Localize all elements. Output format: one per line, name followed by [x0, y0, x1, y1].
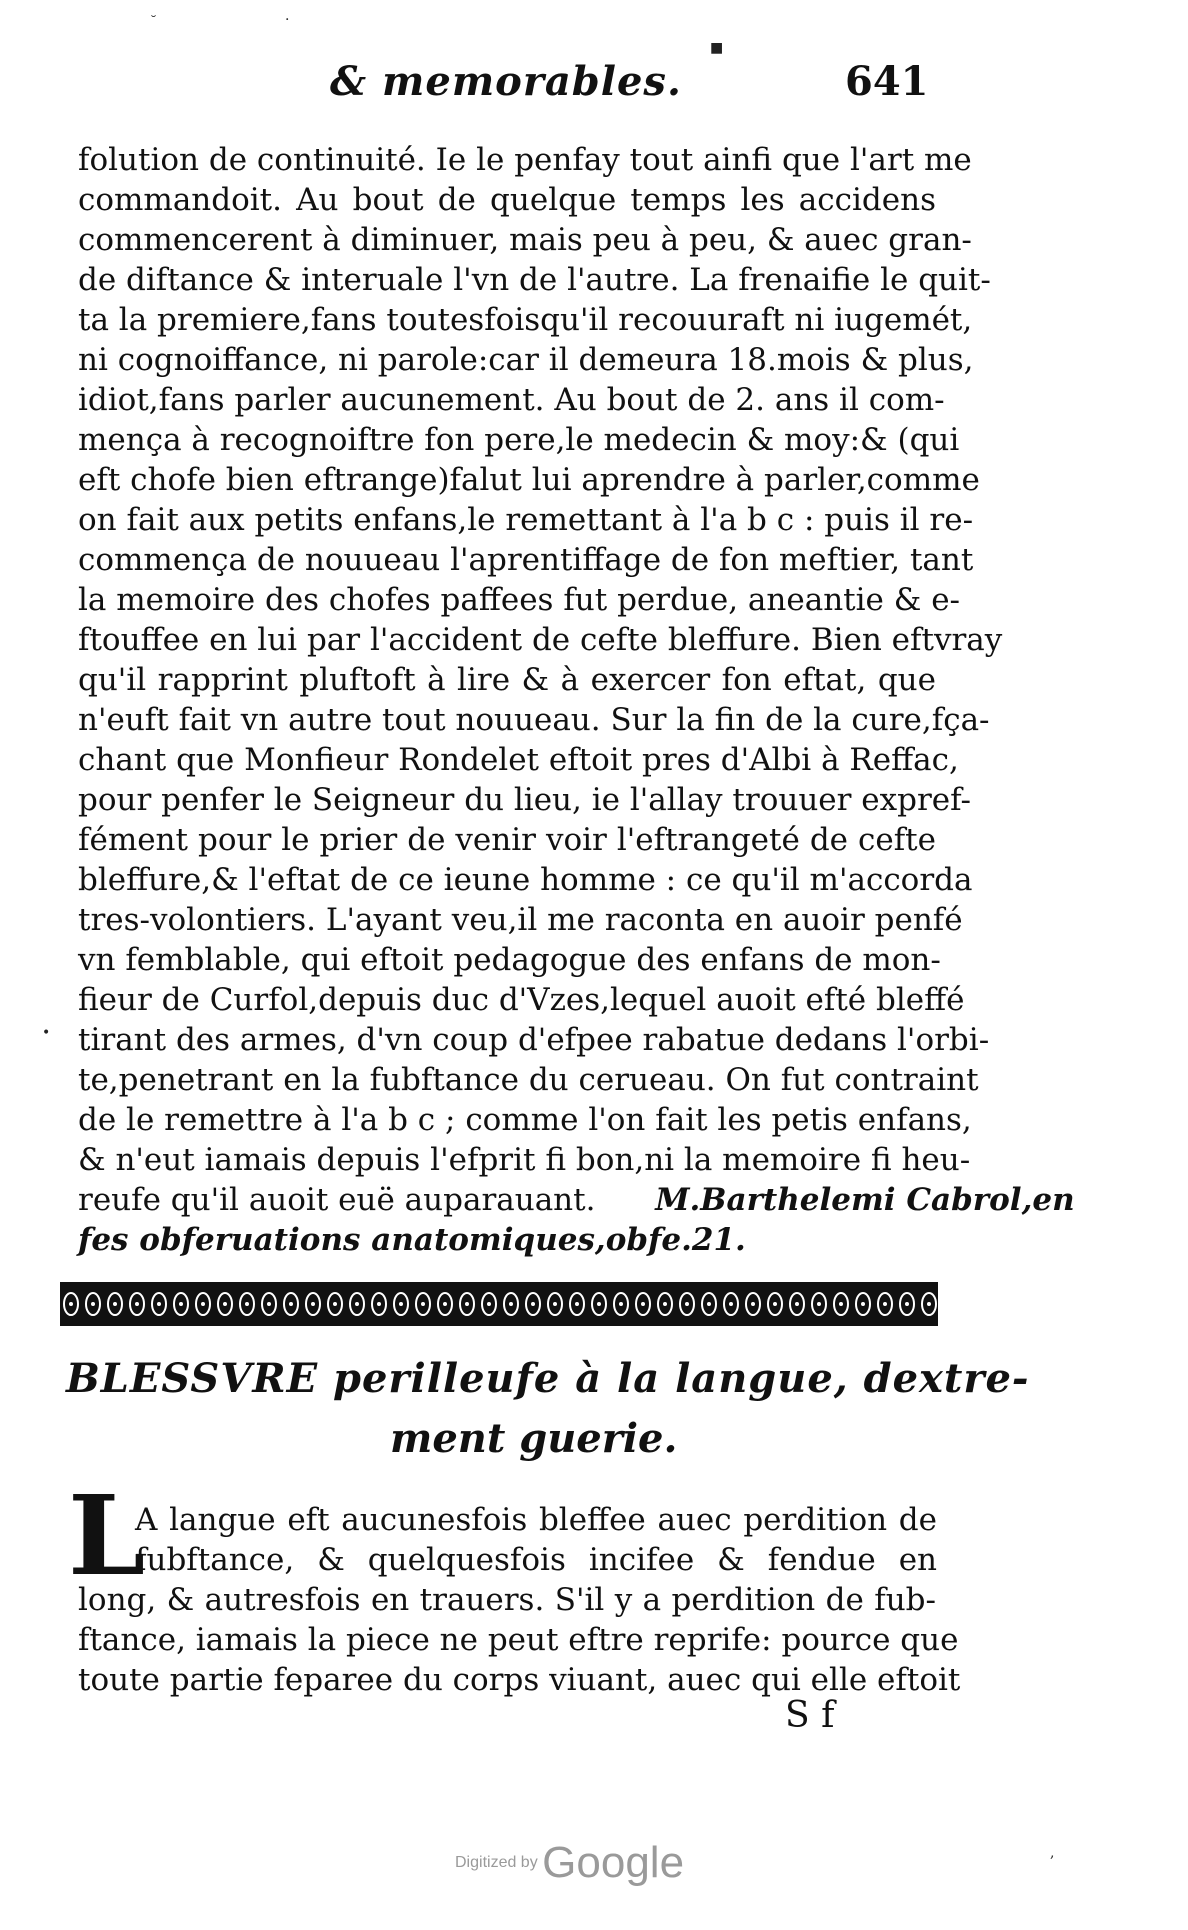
- section-title-line-2: ment guerie.: [390, 1415, 678, 1462]
- paragraph-1-line: te,penetrant en la fubftance du cerueau. On fut contraint: [78, 1062, 979, 1098]
- ornament-dot: [465, 1302, 469, 1306]
- citation-author: M.Barthelemi Cabrol,en: [655, 1182, 1075, 1218]
- paragraph-1-line: de le remettre à l'a b c ; comme l'on fait les petis enfans,: [78, 1102, 972, 1138]
- page-number: 641: [845, 58, 929, 105]
- ornament-dot: [333, 1302, 337, 1306]
- paragraph-1-line: pour penfer le Seigneur du lieu, ie l'allay trouuer expref-: [78, 782, 971, 818]
- ornament-dot: [729, 1302, 733, 1306]
- drop-cap: L: [68, 1471, 146, 1600]
- ornament-dot: [487, 1302, 491, 1306]
- paragraph-2-line-5: toute partie feparee du corps viuant, auec qui elle eftoit: [78, 1662, 961, 1698]
- ornament-dot: [751, 1302, 755, 1306]
- paragraph-1-line: idiot,fans parler aucunement. Au bout de 2. ans il com-: [78, 382, 945, 418]
- paragraph-1-line: folution de continuité. Ie le penfay tout ainfi que l'art me: [78, 142, 972, 178]
- ornament-dot: [223, 1302, 227, 1306]
- ornament-dot: [113, 1302, 117, 1306]
- paragraph-1-line: commença de nouueau l'aprentiffage de fon meftier, tant: [78, 542, 974, 578]
- paragraph-1-line: tres-volontiers. L'ayant veu,il me raconta en auoir penfé: [78, 902, 963, 938]
- paragraph-1-line: commandoit. Au bout de quelque temps les accidens: [78, 182, 936, 218]
- paragraph-1-closing-line: [78, 1180, 1075, 1220]
- scan-speck: ˘: [150, 14, 157, 30]
- paragraph-1-line: ftouffee en lui par l'accident de cefte bleffure. Bien eftvray: [78, 622, 1003, 658]
- section-title-line-1: BLESSVRE perilleufe à la langue, dextre-: [66, 1355, 1030, 1402]
- ornament-dot: [69, 1302, 73, 1306]
- ornament-dot: [641, 1302, 645, 1306]
- ornament-dot: [795, 1302, 799, 1306]
- scan-speck: ,: [1050, 1845, 1055, 1861]
- ornament-dot: [575, 1302, 579, 1306]
- ornament-dot: [927, 1302, 931, 1306]
- ornament-dot: [267, 1302, 271, 1306]
- scan-speck: •: [42, 1025, 51, 1041]
- ornament-dot: [597, 1302, 601, 1306]
- ornament-dot: [157, 1302, 161, 1306]
- ornament-dot: [179, 1302, 183, 1306]
- paragraph-2-line-3: long, & autresfois en trauers. S'il y a perdition de fub-: [78, 1582, 936, 1618]
- google-logo: Google: [542, 1838, 685, 1887]
- scan-speck: ·: [285, 12, 290, 28]
- paragraph-1-line: ni cognoiffance, ni parole:car il demeura 18.mois & plus,: [78, 342, 974, 378]
- paragraph-1-line: de diftance & interuale l'vn de l'autre. La frenaifie le quit-: [78, 262, 991, 298]
- ornament-dot: [553, 1302, 557, 1306]
- ornament-dot: [839, 1302, 843, 1306]
- paragraph-1-line: commencerent à diminuer, mais peu à peu, & auec gran-: [78, 222, 972, 258]
- ornament-dot: [399, 1302, 403, 1306]
- ornament-dot: [377, 1302, 381, 1306]
- paragraph-1-line: eft chofe bien eftrange)falut lui aprendre à parler,comme: [78, 462, 980, 498]
- scan-speck: ■: [710, 40, 724, 56]
- ornament-dot: [355, 1302, 359, 1306]
- paragraph-1-line: on fait aux petits enfans,le remettant à l'a b c : puis il re-: [78, 502, 974, 538]
- paragraph-1-line: & n'eut iamais depuis l'efprit fi bon,ni la memoire fi heu-: [78, 1142, 971, 1178]
- digitized-footer: [455, 1838, 684, 1888]
- running-head: & memorables.: [330, 58, 682, 105]
- ornamental-band: [60, 1282, 938, 1326]
- ornament-dot: [905, 1302, 909, 1306]
- paragraph-1-line: qu'il rapprint pluftoft à lire & à exercer fon eftat, que: [78, 662, 936, 698]
- paragraph-1-line: la memoire des chofes paffees fut perdue, aneantie & e-: [78, 582, 961, 618]
- paragraph-1-line: fément pour le prier de venir voir l'eftrangeté de cefte: [78, 822, 936, 858]
- ornament-dot: [245, 1302, 249, 1306]
- ornament-dot: [289, 1302, 293, 1306]
- ornament-dot: [91, 1302, 95, 1306]
- signature-mark: S f: [785, 1695, 835, 1736]
- ornament-dot: [443, 1302, 447, 1306]
- ornament-dot: [685, 1302, 689, 1306]
- ornament-dot: [883, 1302, 887, 1306]
- ornament-dot: [773, 1302, 777, 1306]
- paragraph-2-line-2: fubftance, & quelquesfois incifee & fendue en: [135, 1542, 937, 1578]
- ornament-dot: [861, 1302, 865, 1306]
- paragraph-1-line: mença à recognoiftre fon pere,le medecin & moy:& (qui: [78, 422, 960, 458]
- ornament-dot: [201, 1302, 205, 1306]
- closing-text: reufe qu'il auoit euë auparauant.: [78, 1182, 596, 1218]
- citation-source: fes obferuations anatomiques,obfe.21.: [78, 1222, 746, 1258]
- paragraph-1-line: n'euft fait vn autre tout nouueau. Sur la fin de la cure,fça-: [78, 702, 990, 738]
- ornament-dot: [311, 1302, 315, 1306]
- paragraph-1-line: vn femblable, qui eftoit pedagogue des enfans de mon-: [78, 942, 941, 978]
- paragraph-2-line-1: A langue eft aucunesfois bleffee auec perdition de: [135, 1502, 937, 1538]
- paragraph-1-line: tirant des armes, d'vn coup d'efpee rabatue dedans l'orbi-: [78, 1022, 990, 1058]
- paragraph-1-line: fieur de Curfol,depuis duc d'Vzes,lequel auoit efté bleffé: [78, 982, 965, 1018]
- digitized-by-label: Digitized by: [455, 1854, 538, 1871]
- ornament-dot: [707, 1302, 711, 1306]
- paragraph-1-line: ta la premiere,fans toutesfoisqu'il recouuraft ni iugemét,: [78, 302, 973, 338]
- ornament-dot: [663, 1302, 667, 1306]
- ornament-dot: [619, 1302, 623, 1306]
- ornament-dot: [817, 1302, 821, 1306]
- ornament-dot: [421, 1302, 425, 1306]
- paragraph-2-line-4: ftance, iamais la piece ne peut eftre reprife: pource que: [78, 1622, 959, 1658]
- paragraph-1-line: chant que Monfieur Rondelet eftoit pres d'Albi à Reffac,: [78, 742, 959, 778]
- ornament-dot: [531, 1302, 535, 1306]
- paragraph-1-line: bleffure,& l'eftat de ce ieune homme : ce qu'il m'accorda: [78, 862, 973, 898]
- ornament-dot: [509, 1302, 513, 1306]
- ornament-dot: [135, 1302, 139, 1306]
